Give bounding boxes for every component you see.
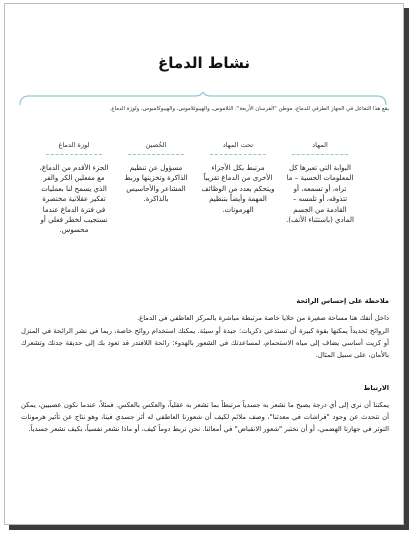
section-heading-connection: الارتباط — [363, 384, 389, 392]
column-thalamus — [283, 140, 357, 225]
column-heading: تحت المهاد — [222, 141, 254, 149]
column-hypothalamus — [201, 140, 275, 215]
dashed-divider — [210, 154, 266, 155]
document-page — [4, 3, 404, 525]
brain-parts-columns — [37, 140, 357, 300]
paragraph: داخل أنفك هنا مساحة صغيرة من خلايا خاصة مرتبطة مباشرة بالمركز العاطفي في الدماغ. — [137, 314, 389, 322]
column-body: مرتبط بكل الأجزاء الأخرى من الدماغ تقريباً ويتحكم بعدد من الوظائف المهمة وأيضاً بتنظيم الهرمونات. — [201, 164, 275, 214]
intro-text: يقع هذا التفاعل في الجهاز الطرفي للدماغ، موطن "الفرسان الأربعة": الثلاموس، والهيبوثلاموس، والهيبوكامبوس، ولوزة الدماغ. — [109, 106, 389, 112]
dashed-divider — [292, 154, 348, 155]
column-heading: الحُصين — [145, 141, 167, 149]
column-amygdala — [37, 140, 111, 236]
column-body: مسؤول عن تنظيم الذاكرة وتخزينها وربط المشاعر والأحاسيس بالذاكرة. — [124, 164, 188, 204]
page-title: نشاط الدماغ — [158, 54, 250, 72]
column-heading: لوزة الدماغ — [58, 141, 90, 149]
column-body: الجزء الأقدم من الدماغ، مع مفعلين الكر والفر الذي يسمح لنا بعمليات تفكير عقلانية مختصرة في فترة الدماغ عندما نستجيب لخطر فعلي أو محسوس. — [39, 164, 109, 235]
column-heading: المهاد — [312, 141, 328, 149]
dashed-divider — [128, 154, 184, 155]
column-body: البوابة التي تعبرها كل المعلومات الحسية – ما تراه، أو تسمعه، أو تتذوقه، أو تلمسه – القادمة من الجسم المادي (باستثناء الأنف). — [286, 164, 354, 225]
dashed-divider — [46, 154, 102, 155]
paragraph: يمكننا أن نرى إلى أي درجة يصبح ما نشعر به جسدياً مرتبطاً بما نشعر به عقلياً، والعكس بالعكس. فمثلاً، عندما نكون عصبيين، يمكن أن نتحدث عن وجود "فراشات في معدتنا"، وصف ملائم لكيف أن شعورنا العاطفي له أثر جسدي فينا، وهو نتاج عن تأثير هرمونات التوتر في جهازنا الهضمي، أو أن نختبر "شعور الانقباض" في أمعائنا. نحن نربط دوماً كيف، أو ماذا نشعر نفسياً، بكيف نشعر جسدياً. — [21, 401, 389, 434]
section-heading-smell: ملاحظة على إحساس الرائحة — [296, 297, 389, 305]
paragraph: الروائح تحديداً يمكنها بقوة كبيرة أن تستدعي ذكريات: جيدة أو سيئة. يمكنك استخدام روائح خاصة، ربما في نشر الرائحة في المنزل أو كزيت أساسي يضاف إلى مياه الاستحمام، لمساعدتك في الشعور بالهدوء: رائحة اللافندر قد تعود بك إلى حديقة جدتك وتشعرك بالأمان، على سبيل المثال. — [21, 327, 389, 360]
column-hippocampus — [119, 140, 193, 205]
